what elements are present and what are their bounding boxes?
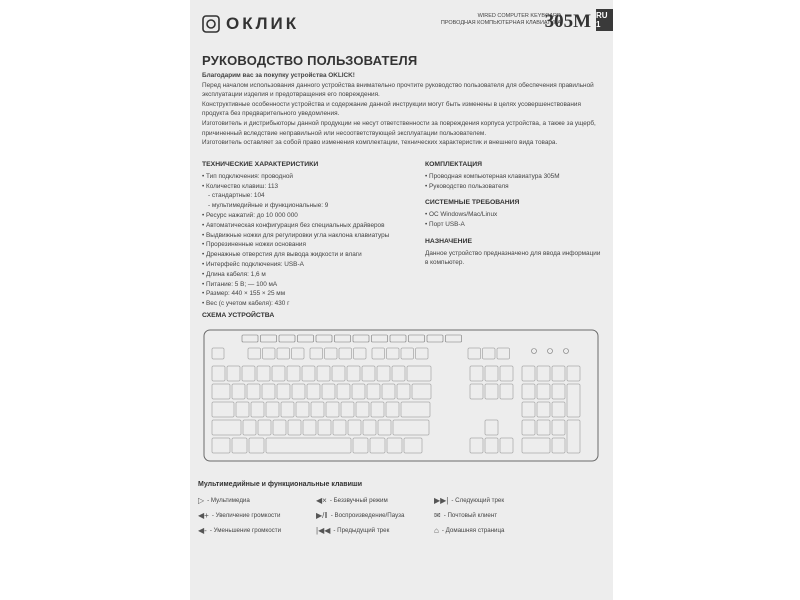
package-heading: КОМПЛЕКТАЦИЯ — [425, 161, 482, 168]
spec-item: • Автоматическая конфигурация без специальных драйверов — [202, 221, 412, 231]
key — [500, 438, 513, 453]
key — [258, 420, 271, 435]
intro-lead: Благодарим вас за покупку устройства OKLICK! — [202, 72, 355, 79]
home-icon: ⌂ — [434, 526, 439, 535]
key — [485, 438, 498, 453]
spec-item: • Ресурс нажатий: до 10 000 000 — [202, 211, 412, 221]
key — [552, 420, 565, 435]
key — [371, 402, 384, 417]
key — [537, 420, 550, 435]
key — [392, 366, 405, 381]
key — [352, 384, 365, 399]
key — [386, 402, 399, 417]
key — [552, 384, 565, 399]
model-line-en: WIRED COMPUTER KEYBOARD — [477, 13, 561, 19]
package-list — [425, 172, 605, 192]
specs-list — [202, 172, 412, 309]
key — [468, 348, 481, 359]
key — [567, 384, 580, 417]
key — [348, 420, 361, 435]
key — [378, 420, 391, 435]
multimedia-key — [242, 335, 258, 342]
intro-paragraph: Изготовитель оставляет за собой право изменения комплектации, технических характеристик и внешнего вида товара. — [202, 139, 558, 147]
key — [318, 420, 331, 435]
key — [272, 366, 285, 381]
multimedia-key — [446, 335, 462, 342]
key — [303, 420, 316, 435]
key — [567, 366, 580, 381]
keyboard-diagram — [202, 328, 600, 463]
key — [287, 366, 300, 381]
key — [416, 348, 429, 359]
legend-label: - Беззвучный режим — [329, 497, 388, 504]
spec-item: • Дренажные отверстия для вывода жидкости и влаги — [202, 250, 412, 260]
key — [397, 384, 410, 399]
key — [227, 366, 240, 381]
key — [387, 348, 400, 359]
specs-section — [202, 160, 412, 316]
purpose-text: Данное устройство предназначено для ввода информации в компьютер. — [425, 249, 601, 267]
key — [249, 438, 264, 453]
key — [363, 420, 376, 435]
key — [247, 384, 260, 399]
legend-label: - Домашняя страница — [441, 527, 505, 534]
key — [470, 366, 483, 381]
key-grid — [212, 348, 580, 453]
requirements-heading: СИСТЕМНЫЕ ТРЕБОВАНИЯ — [425, 199, 520, 207]
key — [522, 438, 550, 453]
key — [311, 402, 324, 417]
key — [337, 384, 350, 399]
key — [347, 366, 360, 381]
key — [552, 366, 565, 381]
multimedia-key — [261, 335, 277, 342]
key — [485, 384, 498, 399]
indicator-light — [532, 349, 537, 354]
key — [356, 402, 369, 417]
key — [537, 402, 550, 417]
key — [377, 366, 390, 381]
model-line-ru: ПРОВОДНАЯ КОМПЬЮТЕРНАЯ КЛАВИАТУРА — [440, 20, 561, 26]
key — [212, 420, 241, 435]
key — [387, 438, 402, 453]
indicator-lights — [532, 349, 569, 354]
key — [322, 384, 335, 399]
specs-heading: ТЕХНИЧЕСКИЕ ХАРАКТЕРИСТИКИ — [202, 161, 319, 168]
key — [333, 420, 346, 435]
key — [552, 438, 565, 453]
legend-item — [434, 496, 504, 505]
key — [567, 420, 580, 453]
key — [537, 366, 550, 381]
key — [212, 438, 230, 453]
page-title: РУКОВОДСТВО ПОЛЬЗОВАТЕЛЯ — [202, 53, 418, 68]
legend-item — [198, 511, 280, 520]
oklick-logo-icon — [202, 15, 220, 33]
key — [485, 366, 498, 381]
spec-item: • Интерфейс подключения: USB-A — [202, 260, 412, 270]
key — [500, 366, 513, 381]
key — [470, 384, 483, 399]
intro-section — [202, 71, 597, 148]
brand-logo — [202, 14, 299, 34]
multimedia-key — [279, 335, 295, 342]
key — [277, 384, 290, 399]
key — [362, 366, 375, 381]
key — [212, 384, 230, 399]
key — [382, 384, 395, 399]
key — [522, 420, 535, 435]
key — [266, 438, 351, 453]
key — [367, 384, 380, 399]
multimedia-key — [372, 335, 388, 342]
key — [325, 348, 338, 359]
requirement-item: • Порт USB-A — [425, 220, 605, 230]
key — [277, 348, 290, 359]
key — [354, 348, 367, 359]
legend-label: - Почтовый клиент — [443, 512, 498, 519]
multimedia-key — [353, 335, 369, 342]
key — [404, 438, 422, 453]
key — [266, 402, 279, 417]
right-column — [425, 160, 605, 268]
key — [341, 402, 354, 417]
key — [372, 348, 385, 359]
key — [232, 384, 245, 399]
spec-item: • Выдвижные ножки для регулировки угла наклона клавиатуры — [202, 231, 412, 241]
key — [212, 402, 234, 417]
spec-item: • Прорезиненные ножки основания — [202, 240, 412, 250]
multimedia-icon: ▷ — [198, 496, 205, 505]
key — [497, 348, 510, 359]
key — [257, 366, 270, 381]
previous-track-icon: |◀◀ — [316, 526, 331, 535]
key — [302, 366, 315, 381]
key — [292, 348, 305, 359]
spec-item: • Размер: 440 × 155 × 25 мм — [202, 289, 412, 299]
legend-label: - Уменьшение громкости — [209, 527, 282, 534]
key — [262, 384, 275, 399]
key — [232, 438, 247, 453]
intro-paragraph: Конструктивные особенности устройства и содержание данной инструкции могут быть изменены в целях усовершенствования продукта без предварительного уведомления. — [202, 100, 581, 118]
key — [288, 420, 301, 435]
legend-label: - Воспроизведение/Пауза — [330, 512, 405, 519]
key — [292, 384, 305, 399]
multimedia-heading: Мультимедийные и функциональные клавиши — [198, 481, 363, 488]
multimedia-key — [335, 335, 351, 342]
key — [212, 366, 225, 381]
language-badge: RU 1 — [596, 9, 613, 31]
scheme-heading: СХЕМА УСТРОЙСТВА — [202, 312, 275, 319]
legend-item — [198, 526, 281, 535]
key — [310, 348, 323, 359]
key — [522, 366, 535, 381]
spec-subitem: - мультимедийные и функциональные: 9 — [208, 202, 329, 210]
legend-item — [316, 496, 388, 505]
legend-item — [434, 526, 505, 535]
multimedia-key — [427, 335, 443, 342]
key — [273, 420, 286, 435]
spec-subitem: - стандартные: 104 — [208, 192, 265, 200]
key — [401, 402, 430, 417]
next-track-icon: ▶▶| — [434, 496, 449, 505]
key — [552, 402, 565, 417]
key — [332, 366, 345, 381]
legend-item — [316, 526, 389, 535]
key — [243, 420, 256, 435]
spec-item: • Количество клавиш: 113 — [202, 182, 412, 192]
spec-item: • Тип подключения: проводной — [202, 172, 412, 182]
key — [339, 348, 352, 359]
requirements-list — [425, 210, 605, 230]
manual-page — [190, 0, 613, 600]
key — [236, 402, 249, 417]
requirement-item: • ОС Windows/Mac/Linux — [425, 210, 605, 220]
intro-paragraph: Изготовитель и дистрибьюторы данной продукции не несут ответственности за повреждения корпуса устройства, а также за ущерб, причиненный вследствие неправильной или несоответствующей эксплуатации пользователем. — [202, 119, 596, 137]
key — [281, 402, 294, 417]
legend-label: - Увеличение громкости — [211, 512, 281, 519]
intro-paragraph: Перед началом использования данного устройства внимательно прочтите руководство пользователя для обеспечения правильной эксплуатации изделия и предотвращения его повреждения. — [202, 81, 594, 99]
indicator-light — [548, 349, 553, 354]
spec-item: • Питание: 5 В; — 100 мА — [202, 280, 412, 290]
key — [248, 348, 261, 359]
key — [500, 384, 513, 399]
key — [522, 402, 535, 417]
key — [407, 366, 431, 381]
multimedia-key — [298, 335, 314, 342]
purpose-heading: НАЗНАЧЕНИЕ — [425, 237, 473, 245]
package-item: • Проводная компьютерная клавиатура 305M — [425, 172, 605, 182]
mail-icon: ✉ — [434, 511, 441, 520]
key — [307, 384, 320, 399]
key — [370, 438, 385, 453]
key — [296, 402, 309, 417]
key — [401, 348, 414, 359]
model-code: 305M — [544, 11, 591, 32]
key — [212, 348, 224, 359]
model-description — [441, 13, 561, 27]
key — [317, 366, 330, 381]
legend-label: - Предыдущий трек — [333, 527, 390, 534]
key — [485, 420, 498, 435]
multimedia-key — [409, 335, 425, 342]
key — [263, 348, 276, 359]
key — [393, 420, 429, 435]
key — [353, 438, 368, 453]
multimedia-key — [316, 335, 332, 342]
indicator-light — [564, 349, 569, 354]
key — [470, 438, 483, 453]
volume-up-icon: ◀+ — [198, 511, 209, 520]
legend-label: - Следующий трек — [451, 497, 505, 504]
multimedia-key-row — [242, 335, 462, 342]
spec-item: • Вес (с учетом кабеля): 430 г — [202, 299, 412, 309]
legend-item — [316, 511, 404, 520]
package-item: • Руководство пользователя — [425, 182, 605, 192]
key — [251, 402, 264, 417]
legend-item — [198, 496, 250, 505]
key — [412, 384, 431, 399]
spec-item: • Длина кабеля: 1,6 м — [202, 270, 412, 280]
key — [537, 384, 550, 399]
legend-item — [434, 511, 497, 520]
multimedia-key — [390, 335, 406, 342]
key — [326, 402, 339, 417]
legend-label: - Мультимедиа — [207, 497, 250, 504]
key — [483, 348, 496, 359]
mute-icon: ◀× — [316, 496, 327, 505]
play-pause-icon: ▶/‖ — [316, 511, 328, 520]
key — [522, 384, 535, 399]
brand-name: ОКЛИК — [226, 14, 300, 33]
key — [242, 366, 255, 381]
volume-down-icon: ◀- — [198, 526, 207, 535]
